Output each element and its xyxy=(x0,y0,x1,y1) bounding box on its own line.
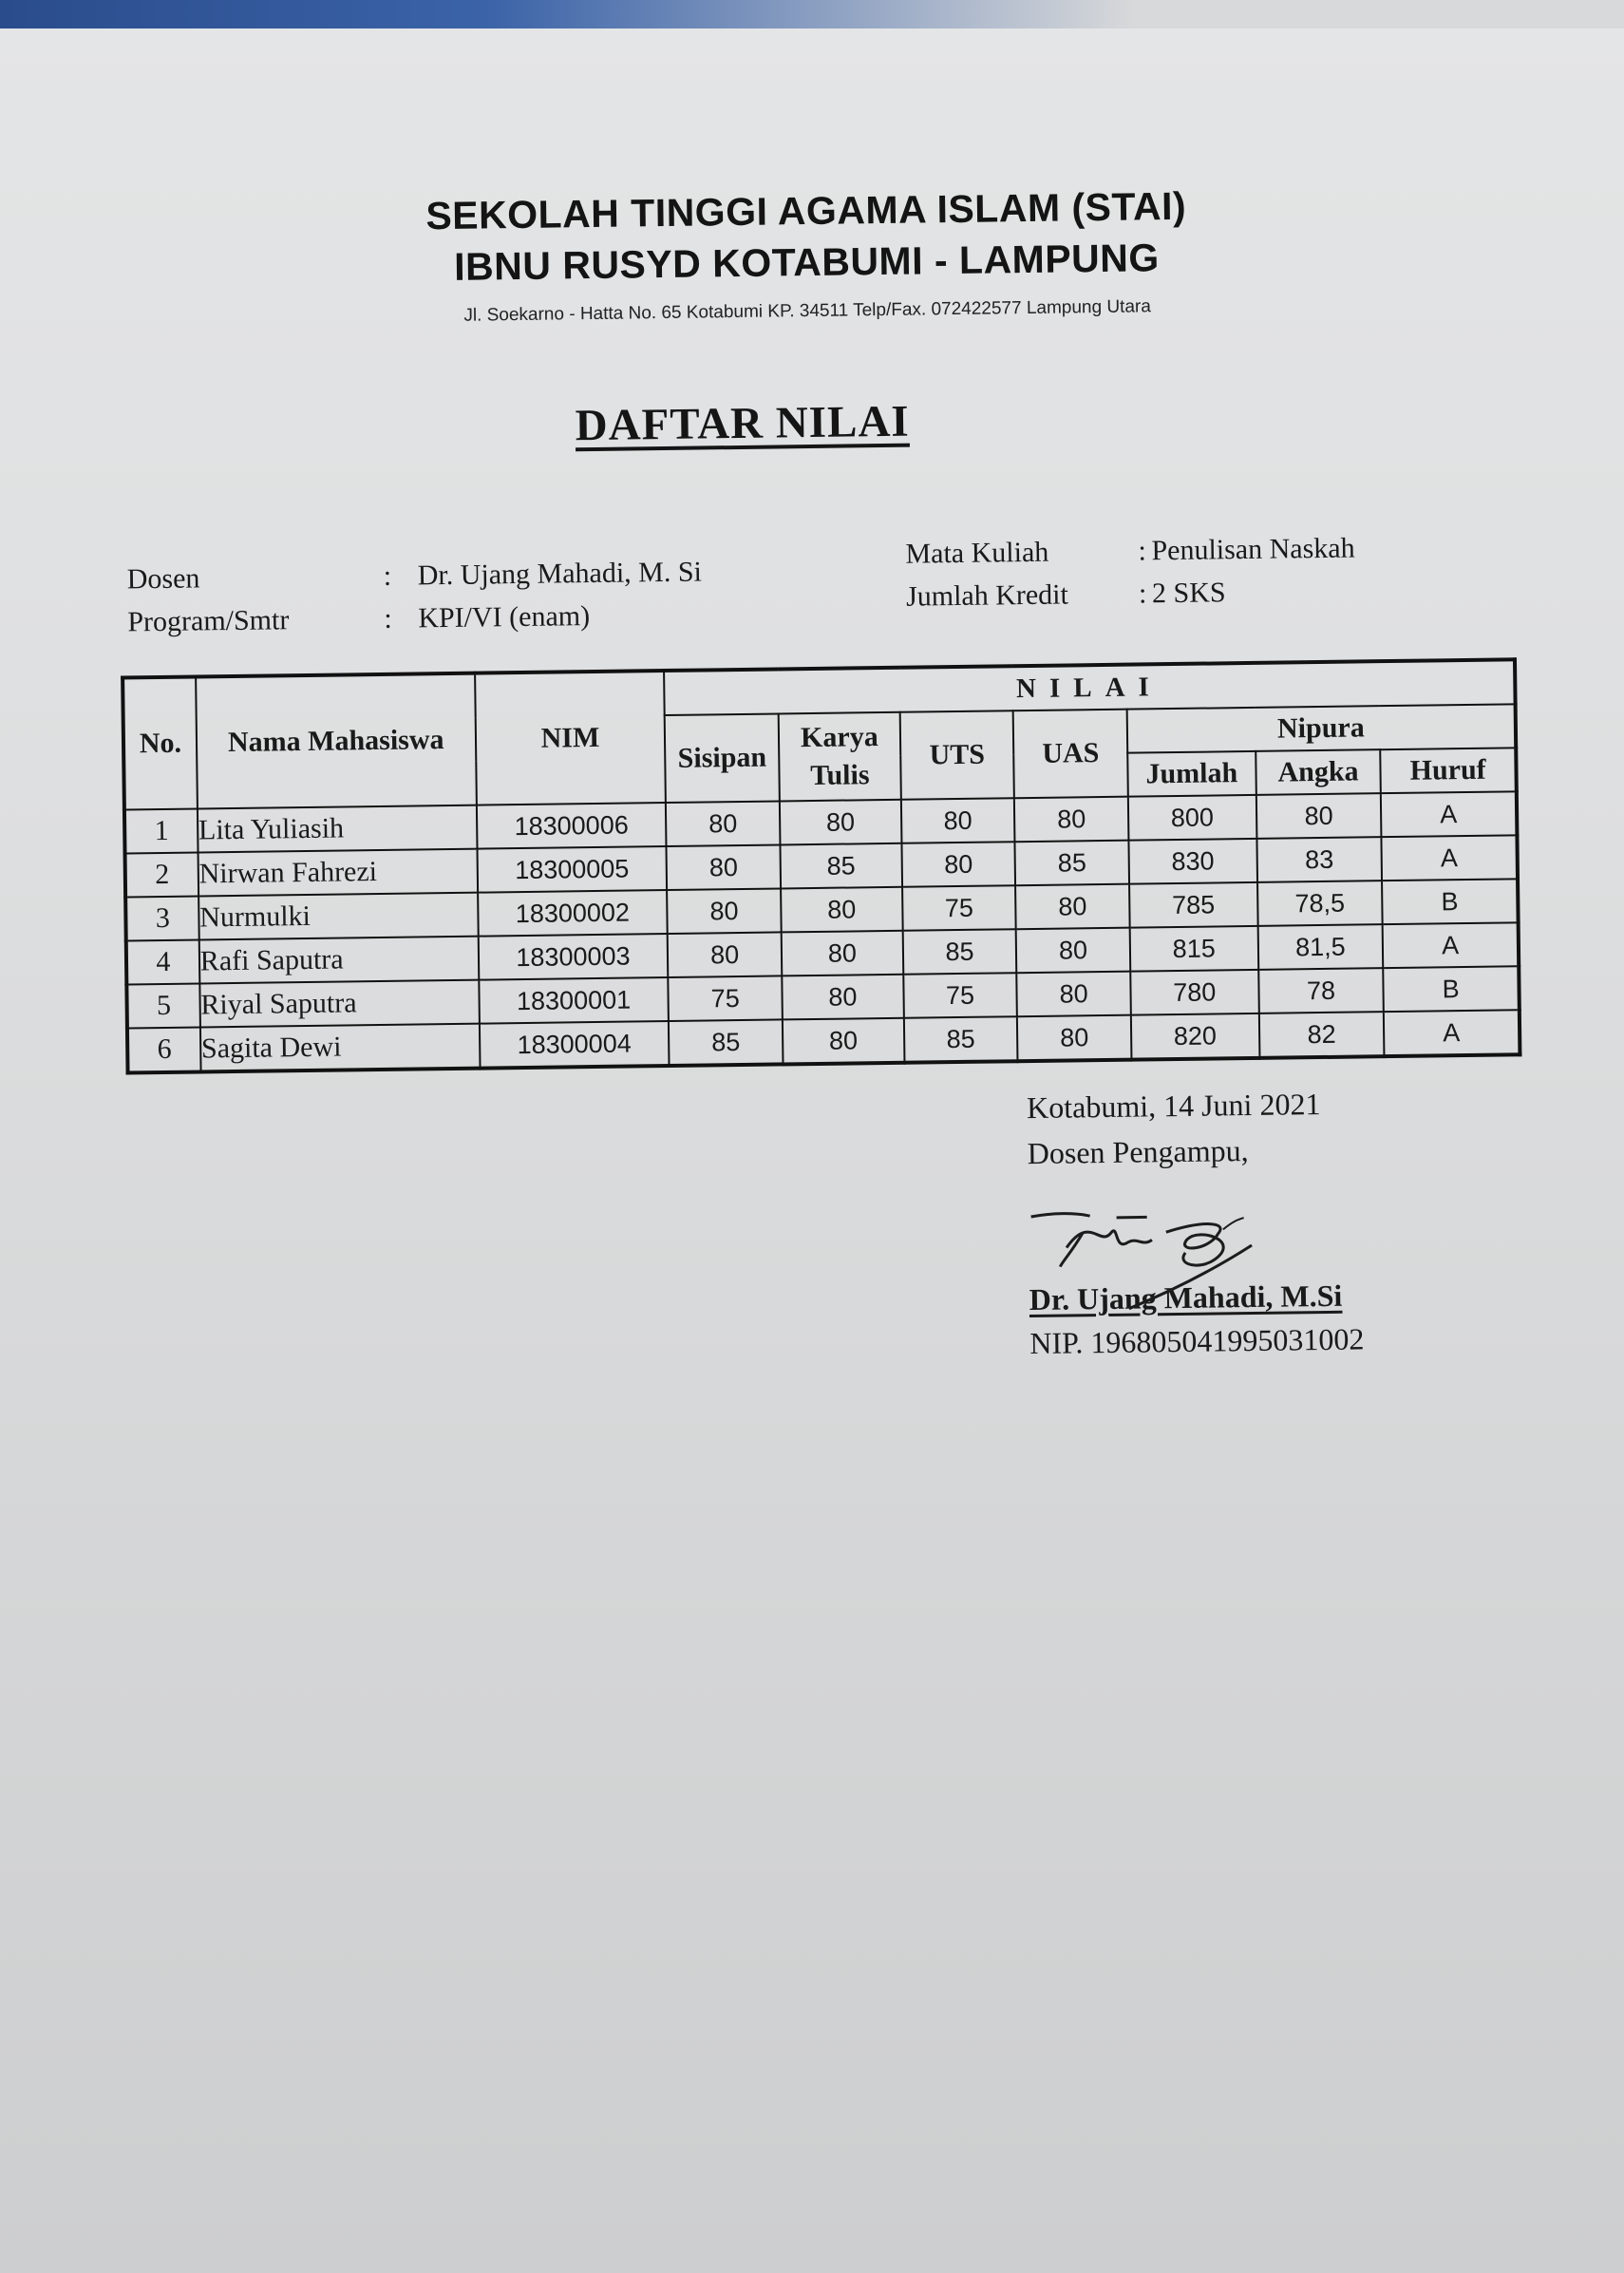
signer-name: Dr. Ujang Mahadi, M.Si xyxy=(1029,1278,1343,1317)
cell-jumlah: 820 xyxy=(1131,1013,1259,1060)
institution-line-1: SEKOLAH TINGGI AGAMA ISLAM (STAI) xyxy=(425,183,1187,238)
cell-huruf: A xyxy=(1383,922,1519,968)
cell-sisipan: 80 xyxy=(667,888,781,934)
cell-uts: 75 xyxy=(902,885,1016,931)
cell-nim: 18300001 xyxy=(479,977,669,1024)
cell-jumlah: 780 xyxy=(1130,970,1258,1015)
letterhead xyxy=(0,175,1619,332)
cell-sisipan: 85 xyxy=(669,1019,783,1066)
meta-value: Dr. Ujang Mahadi, M. Si xyxy=(417,556,703,592)
cell-karya-tulis: 80 xyxy=(781,887,902,933)
cell-karya-tulis: 80 xyxy=(782,975,903,1020)
cell-nim: 18300006 xyxy=(477,803,667,849)
signer-role: Dosen Pengampu, xyxy=(1027,1133,1249,1171)
meta-row-jumlah-kredit xyxy=(906,570,1356,618)
cell-uts: 80 xyxy=(901,842,1015,887)
meta-right xyxy=(905,527,1355,618)
cell-uts: 85 xyxy=(904,1016,1018,1063)
cell-sisipan: 80 xyxy=(666,801,780,846)
header-jumlah: Jumlah xyxy=(1127,751,1256,797)
institution-line-2: IBNU RUSYD KOTABUMI - LAMPUNG xyxy=(453,236,1161,289)
cell-sisipan: 75 xyxy=(668,975,782,1021)
cell-uas: 80 xyxy=(1017,972,1131,1017)
header-angka: Angka xyxy=(1256,749,1381,795)
cell-name: Nurmulki xyxy=(198,893,479,940)
cell-nim: 18300003 xyxy=(478,934,668,980)
cell-angka: 83 xyxy=(1256,837,1382,882)
handwritten-signature xyxy=(1023,1192,1348,1338)
cell-no: 5 xyxy=(126,983,199,1028)
header-nim: NIM xyxy=(475,671,666,805)
meta-label: Mata Kuliah xyxy=(905,536,1049,570)
meta-colon: : xyxy=(1138,578,1147,610)
cell-nim: 18300002 xyxy=(478,890,668,937)
cell-angka: 78,5 xyxy=(1257,881,1383,926)
cell-angka: 82 xyxy=(1258,1012,1384,1058)
cell-name: Riyal Saputra xyxy=(199,980,480,1028)
cell-jumlah: 785 xyxy=(1129,882,1257,928)
header-no: No. xyxy=(123,676,198,809)
place-date: Kotabumi, 14 Juni 2021 xyxy=(1026,1087,1321,1126)
cell-no: 3 xyxy=(125,896,198,940)
grades-table xyxy=(121,657,1521,1074)
cell-uts: 75 xyxy=(903,973,1017,1018)
cell-jumlah: 830 xyxy=(1128,839,1256,884)
cell-uts: 80 xyxy=(901,798,1015,843)
header-karya-tulis: Karya Tulis xyxy=(779,712,901,802)
cell-name: Sagita Dewi xyxy=(200,1024,481,1072)
cell-karya-tulis: 80 xyxy=(783,1018,904,1065)
cell-no: 1 xyxy=(124,808,198,853)
cell-name: Lita Yuliasih xyxy=(198,805,478,853)
cell-nim: 18300005 xyxy=(477,846,667,893)
cell-uas: 80 xyxy=(1016,928,1130,974)
header-name: Nama Mahasiswa xyxy=(196,673,477,809)
meta-label: Dosen xyxy=(126,562,200,596)
cell-uas: 85 xyxy=(1015,841,1129,886)
meta-value: KPI/VI (enam) xyxy=(418,600,591,635)
institution-address: Jl. Soekarno - Hatta No. 65 Kotabumi KP. 34511 Telp/Fax. 072422577 Lampung Utara xyxy=(463,296,1151,326)
meta-label: Jumlah Kredit xyxy=(905,578,1069,613)
cell-no: 2 xyxy=(125,852,198,897)
cell-no: 4 xyxy=(126,939,199,984)
header-sisipan: Sisipan xyxy=(665,713,780,803)
meta-value: 2 SKS xyxy=(1151,577,1226,610)
header-huruf: Huruf xyxy=(1381,748,1517,793)
cell-uas: 80 xyxy=(1017,1015,1131,1062)
cell-sisipan: 80 xyxy=(667,844,781,890)
cell-karya-tulis: 80 xyxy=(782,931,903,976)
cell-angka: 80 xyxy=(1256,793,1381,839)
meta-row-mata-kuliah xyxy=(905,527,1355,576)
cell-karya-tulis: 85 xyxy=(781,843,902,889)
header-nipura: Nipura xyxy=(1127,704,1517,752)
header-nilai: NILAI xyxy=(664,659,1515,715)
meta-colon: : xyxy=(1138,535,1147,567)
meta-label: Program/Smtr xyxy=(127,604,290,638)
cell-karya-tulis: 80 xyxy=(780,800,901,845)
cell-uas: 80 xyxy=(1014,797,1128,843)
cell-no: 6 xyxy=(127,1027,200,1072)
cell-huruf: B xyxy=(1382,879,1518,924)
cell-jumlah: 815 xyxy=(1130,926,1258,972)
cell-huruf: A xyxy=(1384,1010,1520,1056)
cell-nim: 18300004 xyxy=(480,1021,670,1069)
cell-name: Nirwan Fahrezi xyxy=(198,849,478,897)
meta-row-program xyxy=(127,594,703,644)
meta-colon: : xyxy=(384,602,392,635)
cell-angka: 81,5 xyxy=(1257,924,1383,970)
meta-colon: : xyxy=(383,559,392,592)
cell-angka: 78 xyxy=(1258,968,1384,1013)
signer-nip: NIP. 196805041995031002 xyxy=(1029,1321,1365,1361)
cell-name: Rafi Saputra xyxy=(199,937,480,984)
meta-left xyxy=(126,551,702,644)
cell-huruf: B xyxy=(1384,966,1520,1012)
cell-uas: 80 xyxy=(1015,884,1129,930)
cell-jumlah: 800 xyxy=(1128,795,1256,841)
header-uas: UAS xyxy=(1013,710,1128,799)
meta-row-dosen xyxy=(126,551,702,601)
meta-value: Penulisan Naskah xyxy=(1151,532,1355,567)
cell-huruf: A xyxy=(1382,835,1518,881)
header-uts: UTS xyxy=(899,710,1014,800)
cell-sisipan: 80 xyxy=(668,932,782,977)
cell-uts: 85 xyxy=(902,929,1016,975)
cell-huruf: A xyxy=(1381,791,1517,837)
document-title: DAFTAR NILAI xyxy=(575,396,910,451)
